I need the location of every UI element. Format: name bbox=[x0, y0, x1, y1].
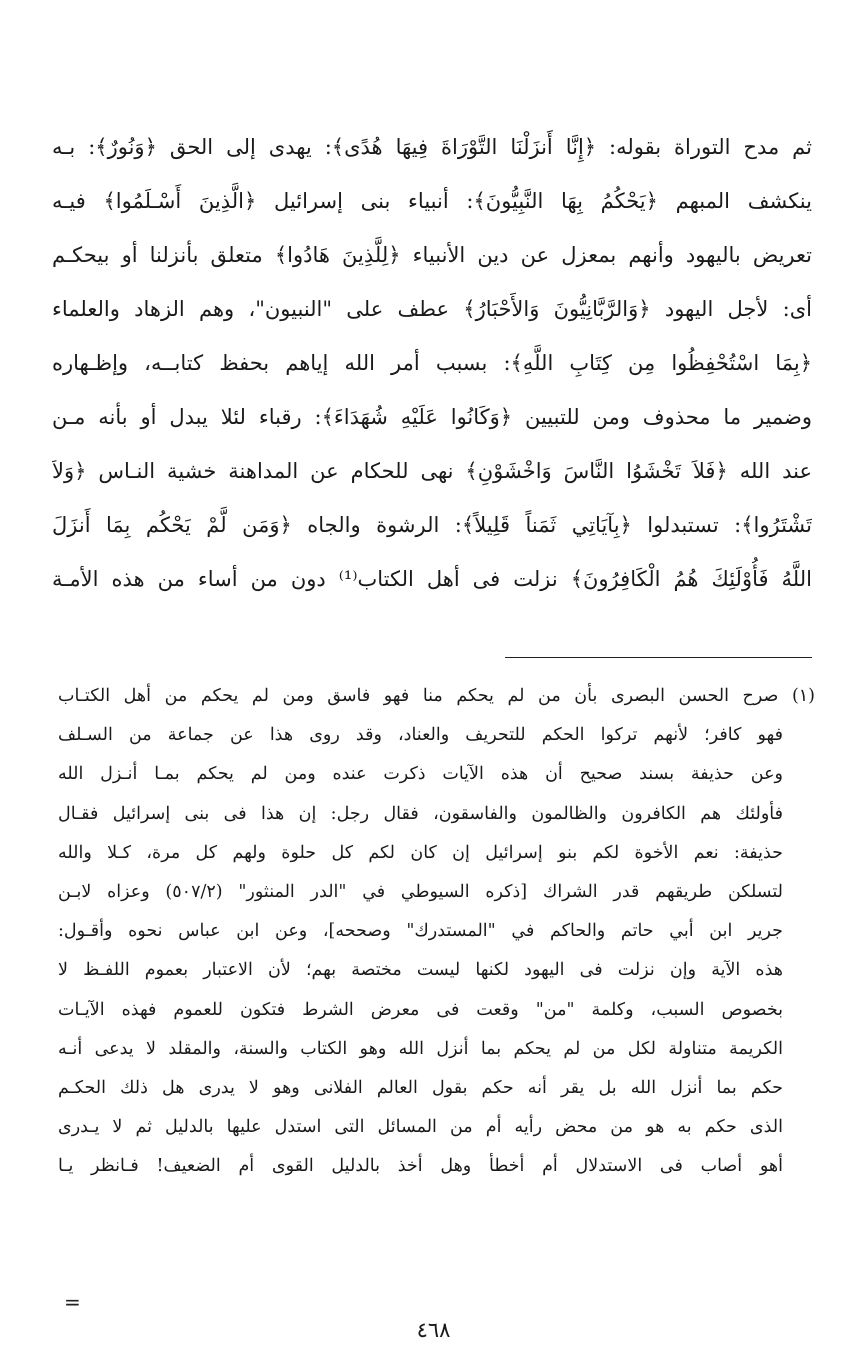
main-line: عند الله ﴿فَلاَ تَخْشَوُا النَّاسَ وَاخْشَوْنِ﴾ نهى للحكام عن المداهنة خشية النـاس ﴿وَلاَ bbox=[52, 459, 812, 483]
main-line: ثم مدح التوراة بقوله: ﴿إِنَّا أَنزَلْنَا التَّوْرَاةَ فِيهَا هُدًى﴾: يهدى إلى الحق ﴿وَنُورٌ﴾: بـه bbox=[52, 135, 812, 159]
footnote-line: (١) صرح الحسن البصرى بأن من لم يحكم منا فهو فاسق ومن لم يحكم من أهل الكتـاب bbox=[58, 686, 815, 706]
main-line: وضمير ما محذوف ومن للتبيين ﴿وَكَانُوا عَلَيْهِ شُهَدَاءَ﴾: رقباء لئلا يبدل أو بأنه مـن bbox=[52, 405, 812, 429]
main-line: تَشْتَرُوا﴾: تستبدلوا ﴿بِآيَاتِي ثَمَناً قَلِيلاً﴾: الرشوة والجاه ﴿وَمَن لَّمْ يَحْكُم بِمَا أَنزَلَ bbox=[52, 513, 812, 537]
footnote-line: لتسلكن طريقهم قدر الشراك [ذكره السيوطي في "الدر المنثور" (٥٠٧/٢) وعزاه لابـن bbox=[58, 881, 783, 902]
main-line: اللَّهُ فَأُوْلَئِكَ هُمُ الْكَافِرُونَ﴾ نزلت فى أهل الكتاب⁽¹⁾ دون من أساء من هذه الأمـة bbox=[52, 567, 812, 591]
footnote-line: أهو أصاب فى الاستدلال أم أخطأ وهل أخذ بالدليل القوى أم الضعيف! فـانظر يـا bbox=[58, 1156, 783, 1177]
footnotes bbox=[58, 677, 815, 1186]
footnote-line: وعن حذيفة بسند صحيح أن هذه الآيات ذكرت عنده ومن لم يحكم بمـا أنـزل الله bbox=[58, 764, 783, 785]
footnote-line: جرير ابن أبي حاتم والحاكم في "المستدرك" وصححه]، وعن ابن عباس نحوه وأقـول: bbox=[58, 921, 783, 942]
main-line: ينكشف المبهم ﴿يَحْكُمُ بِهَا النَّبِيُّونَ﴾: أنبياء بنى إسرائيل ﴿الَّذِينَ أَسْـلَمُوا﴾ فيـه bbox=[52, 189, 812, 213]
footnote-line: حكم بما أنزل الله بل يقر أنه حكم بقول العالم الفلانى وهو لا يدرى هل ذلك الحكـم bbox=[58, 1077, 783, 1098]
footnote-line: فهو كافر؛ لأنهم تركوا الحكم للتحريف والعناد، وقد روى هذا عن جماعة من السـلف bbox=[58, 725, 783, 746]
page-number: ٤٦٨ bbox=[416, 1318, 451, 1342]
main-line: أى: لأجل اليهود ﴿وَالرَّبَّانِيُّونَ وَالأَحْبَارُ﴾ عطف على "النبيون"، وهم الزهاد والعلماء bbox=[52, 297, 812, 321]
footnote-line: الذى حكم به هو من محض رأيه أم من المسائل التى استدل عليها بالدليل ثم لا يـدرى bbox=[58, 1117, 783, 1138]
footnote-line: الكريمة متناولة لكل من لم يحكم بما أنزل الله وهو الكتاب والسنة، والمقلد لا يدعى أنـه bbox=[58, 1038, 783, 1059]
footnote-line: بخصوص السبب، وكلمة "من" وقعت فى معرض الشرط فتكون للعموم فهذه الآيـات bbox=[58, 999, 783, 1020]
footnote-line: حذيفة: نعم الأخوة لكم بنو إسرائيل إن كان لكم كل حلوة ولهم كل مرة، كـلا والله bbox=[58, 842, 783, 863]
footnote-line: فأولئك هم الكافرون والظالمون والفاسقون، فقال رجل: إن هذا فى بنى إسرائيل فقـال bbox=[58, 803, 783, 824]
footnote-separator bbox=[505, 657, 812, 658]
main-line: ﴿بِمَا اسْتُحْفِظُوا مِن كِتَابِ اللَّهِ﴾: بسبب أمر الله إياهم بحفظ كتابــه، وإظـهاره bbox=[52, 351, 812, 375]
main-text bbox=[52, 120, 812, 606]
continuation-mark: = bbox=[64, 1290, 81, 1314]
main-line: تعريض باليهود وأنهم بمعزل عن دين الأنبياء ﴿لِلَّذِينَ هَادُوا﴾ متعلق بأنزلنا أو بيحكـم bbox=[52, 243, 812, 267]
footnote-line: هذه الآية وإن نزلت فى اليهود لكنها ليست مختصة بهم؛ لأن الاعتبار بعموم اللفـظ لا bbox=[58, 960, 783, 981]
